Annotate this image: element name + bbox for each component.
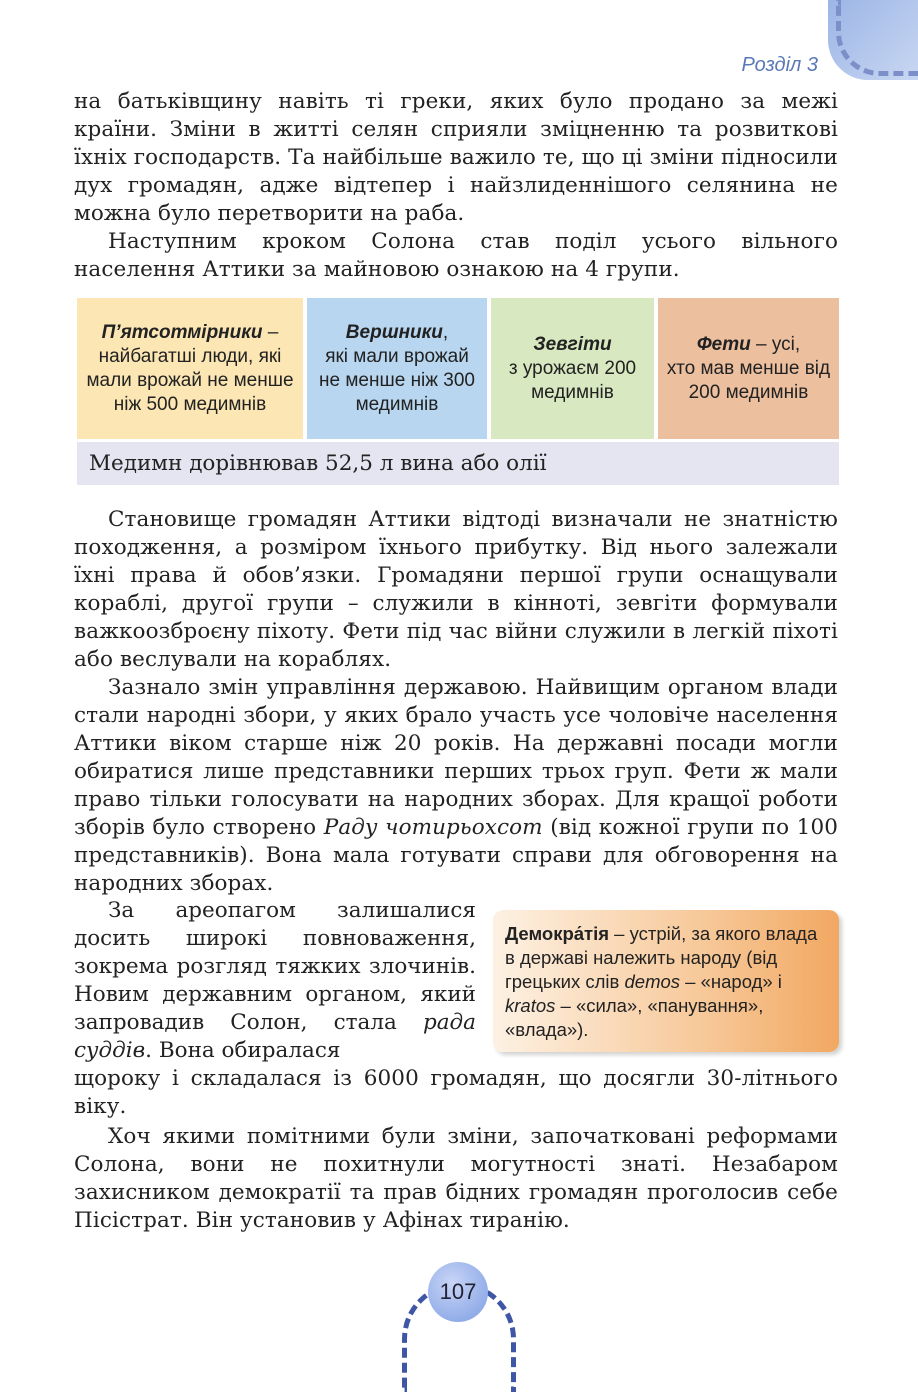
page-number-badge — [398, 1262, 520, 1360]
group-desc: – — [262, 321, 279, 343]
paragraph-6: Хоч якими помітними були зміни, започатковані реформами Солона, вони не похитнули могутності знаті. Незабаром захисником демократії та прав бідних громадян проголосив себе Пісістрат. Він установив у Афінах тиранію. — [74, 1124, 838, 1233]
paragraph-5 — [74, 897, 476, 1065]
section-label: Розділ 3 — [741, 54, 818, 76]
property-groups-table — [77, 298, 839, 439]
paragraph-4 — [74, 674, 838, 898]
definition-term: Демокра́тія — [505, 923, 610, 944]
group-desc: – усі, — [750, 333, 801, 355]
term-council-of-judges: рада суддів — [74, 1010, 476, 1063]
paragraph-5-continuation: щороку і складалася із 6000 громадян, що досягли 30-літнього віку. — [74, 1066, 838, 1119]
paragraph-1: на батьківщину навіть ті греки, яких було продано за межі країни. Зміни в житті селян сприяли зміцненню та розвиткові їхніх господарств. Та найбільше важило те, що ці зміни підносили дух громадян, адже відтепер і найзлиденнішого селянина не можна було перетворити на раба. — [74, 89, 838, 226]
paragraph-3: Становище громадян Аттики відтоді визначали не знатністю походження, а розміром їхнього прибутку. Від нього залежали їхні права й обов’язки. Громадяни першої групи оснащували кораблі, другої групи – служили в кінноті, зевгіти формували важкоозброєну піхоту. Фети під час війни служили в легкій піхоті або веслували на кораблях. — [74, 507, 838, 672]
group-description: які мали врожай не менше ніж 300 медимнів — [319, 345, 475, 415]
group-description: з урожаєм 200 медимнів — [508, 357, 637, 403]
paragraph-5-mid: . Вона обиралася — [145, 1038, 341, 1063]
group-name: Зевгіти — [533, 333, 612, 355]
group-cell-hippeis — [307, 298, 487, 439]
page-number: 107 — [428, 1262, 488, 1322]
group-name: П’ятсотмірники — [101, 321, 263, 343]
group-name: Вершники — [345, 321, 443, 343]
term-council-400: Раду чотирьохсот — [323, 815, 543, 840]
paragraph-2: Наступним кроком Солона став поділ усього вільного населення Аттики за майновою ознакою на 4 групи. — [74, 229, 838, 282]
group-desc: , — [442, 321, 449, 343]
paragraph-5-start: За ареопагом залишалися досить широкі повноваження, зокрема розгляд тяжких злочинів. Новим державним органом, який запровадив Солон, стала — [74, 898, 476, 1035]
note-text: Медимн дорівнював 52,5 л вина або олії — [89, 451, 547, 476]
medimnos-note — [77, 442, 839, 485]
definition-text: – «сила», «панування», «влада»). — [505, 995, 764, 1040]
group-cell-zeugitai — [491, 298, 654, 439]
group-description: хто мав менше від 200 медимнів — [666, 357, 831, 403]
definition-text: – «народ» і — [680, 971, 782, 992]
democracy-definition-box — [493, 910, 839, 1052]
group-cell-pentakosiomedimnoi — [77, 298, 303, 439]
paragraph-4-end: (від кожної групи по 100 представників). Вона мала готувати справи для обговорення на народних зборах. — [74, 815, 838, 896]
definition-text: – устрій, за якого влада в державі належить народу (від грецьких слів — [505, 923, 818, 992]
definition-word-kratos: kratos — [505, 995, 556, 1016]
group-description: найбагатші люди, які мали врожай не менше ніж 500 медимнів — [86, 345, 294, 415]
paragraph-4-start: Зазнало змін управління державою. Найвищим органом влади стали народні збори, у яких брало участь усе чоловіче населення Аттики віком старше ніж 20 років. На державні посади могли обиратися лише представники перших трьох груп. Фети ж мали право тільки голосувати на народних зборах. Для кращої роботи зборів було створено — [74, 675, 838, 840]
group-cell-thetes — [658, 298, 839, 439]
group-name: Фети — [696, 333, 751, 355]
definition-word-demos: demos — [624, 971, 681, 992]
